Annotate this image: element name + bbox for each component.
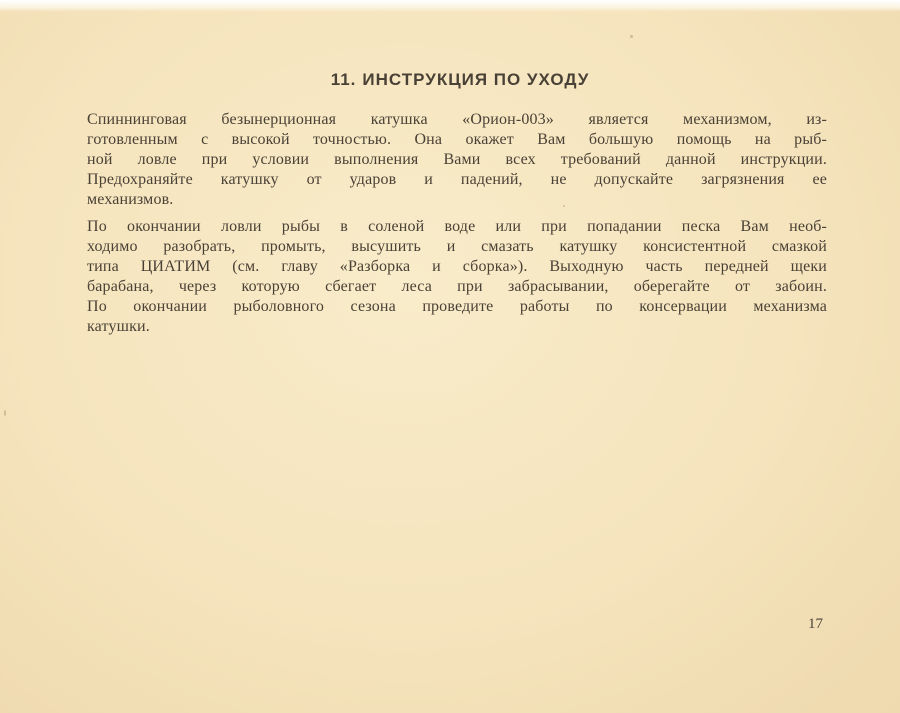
text-line: катушки.	[87, 318, 150, 335]
text-line: ходимо разобрать, промыть, высушить и смазать катушку консистентной смазкой	[87, 238, 827, 255]
text-line: Предохраняйте катушку от ударов и падений, не допускайте загрязнения ее	[87, 171, 827, 188]
paper-speck	[630, 35, 633, 38]
text-line: ной ловле при условии выполнения Вами всех требований данной инструкции.	[87, 151, 827, 168]
section-title: ИНСТРУКЦИЯ ПО УХОДУ	[362, 70, 590, 89]
text-line: По окончании ловли рыбы в соленой воде или при попадании песка Вам необ-	[87, 218, 827, 235]
body-text	[87, 110, 827, 337]
text-line: Спиннинговая безынерционная катушка «Орион-003» является механизмом, из-	[87, 111, 827, 128]
paper-speck	[4, 410, 6, 416]
paragraph-gap	[87, 210, 827, 217]
text-line: типа ЦИАТИМ (см. главу «Разборка и сборка»). Выходную часть передней щеки	[87, 258, 827, 275]
section-heading	[0, 70, 900, 90]
text-line: барабана, через которую сбегает леса при забрасывании, оберегайте от забоин.	[87, 278, 827, 295]
page-top-edge	[0, 0, 900, 12]
paper-speck	[563, 205, 565, 207]
text-line: готовленным с высокой точностью. Она окажет Вам большую помощь на рыб-	[87, 131, 827, 148]
text-line: механизмов.	[87, 191, 174, 208]
section-number: 11.	[330, 70, 357, 89]
text-line: По окончании рыболовного сезона проведите работы по консервации механизма	[87, 298, 827, 315]
page-number: 17	[808, 616, 823, 632]
